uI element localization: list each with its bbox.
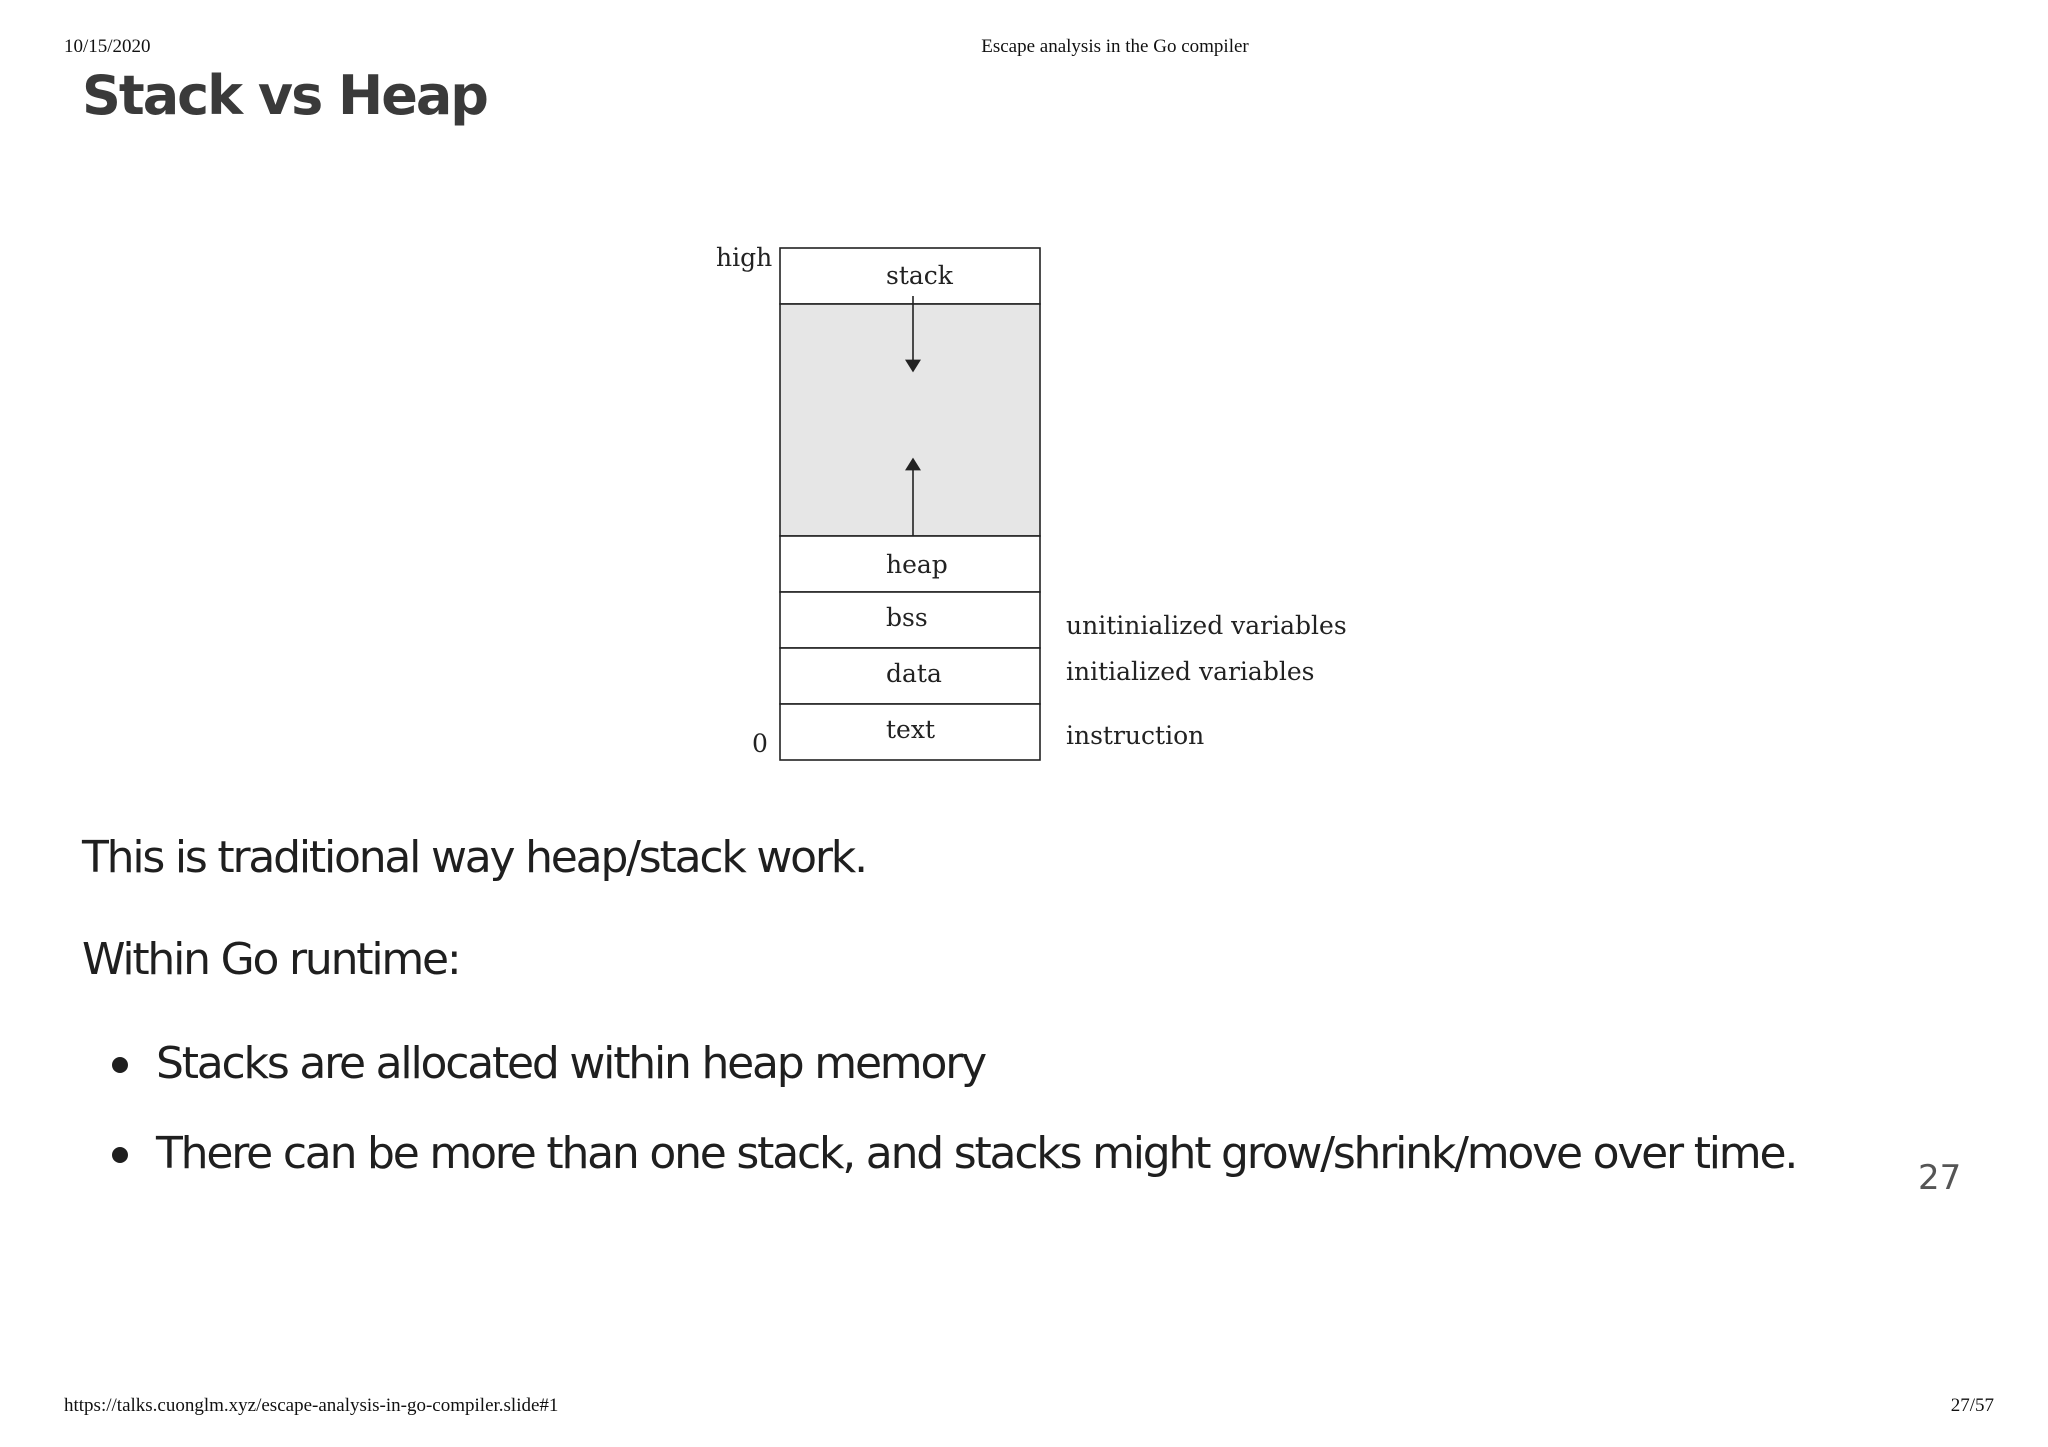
bullet-dot-icon <box>112 1057 128 1073</box>
list-item-text: Stacks are allocated within heap memory <box>156 1038 985 1089</box>
body-paragraph-traditional: This is traditional way heap/stack work. <box>82 832 866 883</box>
bss-annotation: unitinialized variables <box>1066 611 1347 640</box>
print-page-indicator: 27/57 <box>1950 1395 1994 1416</box>
bullet-dot-icon <box>112 1147 128 1163</box>
list-item <box>82 1034 1796 1094</box>
list-item <box>82 1124 1796 1184</box>
print-document-title: Escape analysis in the Go compiler <box>981 36 1249 57</box>
bullet-list <box>82 1034 1796 1214</box>
data-annotation: initialized variables <box>1066 657 1315 686</box>
bss-label: bss <box>886 603 928 632</box>
free-space-segment <box>780 304 1040 536</box>
slide-title: Stack vs Heap <box>82 64 487 127</box>
print-url: https://talks.cuonglm.xyz/escape-analysis-in-go-compiler.slide#1 <box>64 1395 559 1416</box>
heap-label: heap <box>886 550 948 579</box>
stack-label: stack <box>886 261 953 290</box>
slide-number: 27 <box>1918 1158 1962 1198</box>
body-paragraph-go-runtime: Within Go runtime: <box>82 934 460 985</box>
list-item-text: There can be more than one stack, and stacks might grow/shrink/move over time. <box>156 1128 1797 1179</box>
text-label: text <box>886 715 935 744</box>
address-high-label: high <box>716 243 773 272</box>
text-annotation: instruction <box>1066 721 1205 750</box>
data-label: data <box>886 659 942 688</box>
memory-layout-diagram <box>700 236 1400 776</box>
print-date: 10/15/2020 <box>64 36 151 57</box>
address-low-label: 0 <box>752 729 768 758</box>
